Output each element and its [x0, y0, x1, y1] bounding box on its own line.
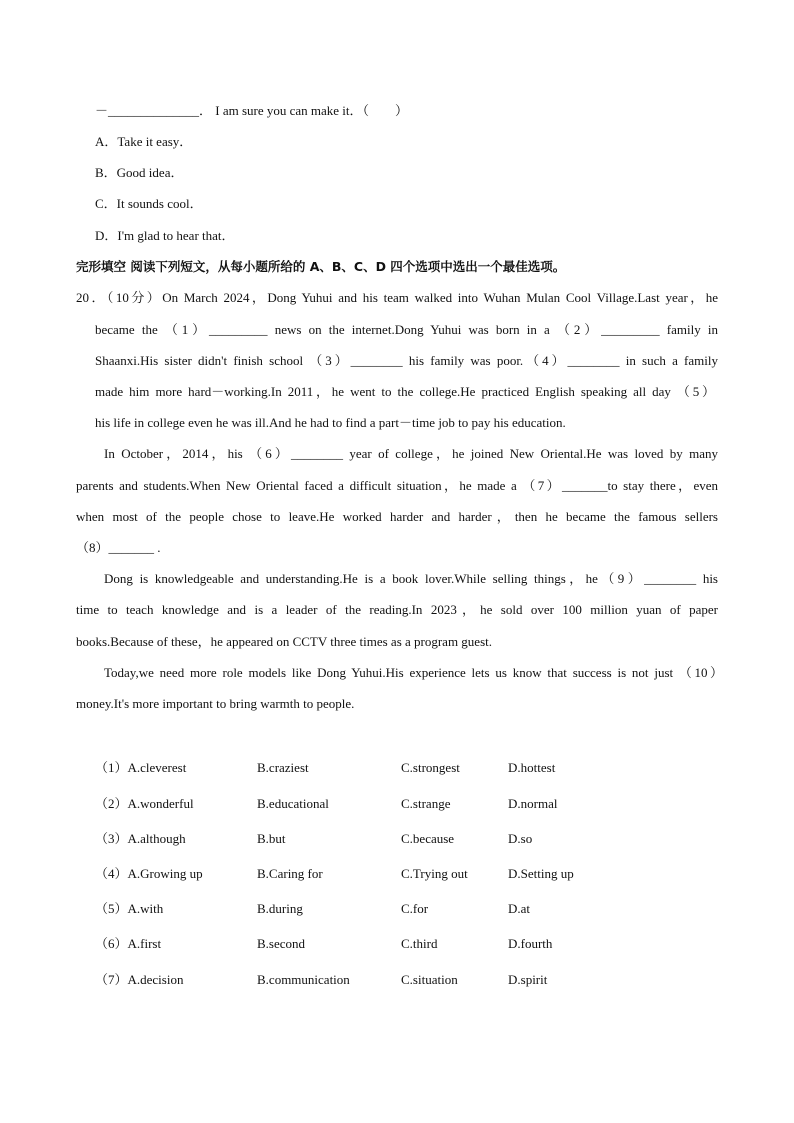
passage-line: 20．（10分）On March 2024，Dong Yuhui and his team walked into Wuhan Mulan Cool Village.Last year，he: [76, 290, 718, 305]
choice-5-c: C.for: [401, 901, 429, 916]
passage-line: parents and students.When New Oriental faced a difficult situation，he made a （7）_______to stay there，even: [76, 478, 718, 493]
passage-line: （8）_______ .: [76, 540, 161, 555]
choice-6-c: C.third: [401, 936, 438, 951]
choice-4-b: B.Caring for: [257, 866, 323, 881]
passage-line: his life in college even he was ill.And he had to find a part－time job to pay his education.: [95, 415, 566, 430]
q19-stem: －______________． I am sure you can make it．（ ）: [95, 103, 409, 118]
passage-line: became the （1）_________ news on the internet.Dong Yuhui was born in a （2）_________ family in: [95, 322, 718, 337]
choice-5-a: （5）A.with: [95, 901, 164, 916]
passage-line: Today,we need more role models like Dong Yuhui.His experience lets us know that success is not just （10）: [104, 665, 723, 680]
passage-line: books.Because of these，he appeared on CCTV three times as a program guest.: [76, 634, 492, 649]
choice-5-b: B.during: [257, 901, 303, 916]
choice-7-b: B.communication: [257, 972, 350, 987]
choice-7-d: D.spirit: [508, 972, 548, 987]
choice-1-a: （1）A.cleverest: [95, 760, 187, 775]
passage-line: Dong is knowledgeable and understanding.He is a book lover.While selling things，he（9）________ his: [104, 571, 718, 586]
choice-7-c: C.situation: [401, 972, 458, 987]
q19-option-d: D．I'm glad to hear that．: [95, 228, 235, 243]
q19-option-b: B．Good idea．: [95, 165, 184, 180]
choice-4-d: D.Setting up: [508, 866, 574, 881]
choice-6-b: B.second: [257, 936, 306, 951]
choice-7-a: （7）A.decision: [95, 972, 184, 987]
choice-1-b: B.craziest: [257, 760, 309, 775]
choice-1-d: D.hottest: [508, 760, 556, 775]
choice-5-d: D.at: [508, 901, 531, 916]
choice-3-c: C.because: [401, 831, 455, 846]
choice-3-b: B.but: [257, 831, 286, 846]
choice-4-a: （4）A.Growing up: [95, 866, 203, 881]
q19-option-a: A．Take it easy．: [95, 134, 193, 149]
q19-option-c: C．It sounds cool．: [95, 196, 203, 211]
choice-3-a: （3）A.although: [95, 831, 186, 846]
passage-line: when most of the people chose to leave.He worked harder and harder，then he became the famous sellers: [76, 509, 718, 524]
choice-2-c: C.strange: [401, 796, 451, 811]
choice-2-b: B.educational: [257, 796, 329, 811]
choice-2-d: D.normal: [508, 796, 558, 811]
passage-line: money.It's more important to bring warmth to people.: [76, 696, 355, 711]
choice-3-d: D.so: [508, 831, 533, 846]
passage-line: Shaanxi.His sister didn't finish school （3）________ his family was poor.（4）________ in such a family: [95, 353, 718, 368]
choice-4-c: C.Trying out: [401, 866, 468, 881]
choice-6-a: （6）A.first: [95, 936, 162, 951]
passage-line: In October，2014，his （6）________ year of college，he joined New Oriental.He was loved by many: [104, 446, 718, 461]
section-heading: 完形填空 阅读下列短文，从每小题所给的 A、B、C、D 四个选项中选出一个最佳选项。: [76, 259, 566, 274]
passage-line: time to teach knowledge and is a leader of the reading.In 2023，he sold over 100 million yuan of paper: [76, 602, 718, 617]
choice-2-a: （2）A.wonderful: [95, 796, 194, 811]
choice-6-d: D.fourth: [508, 936, 553, 951]
passage-line: made him more hard－working.In 2011，he went to the college.He practiced English speaking all day （5）: [95, 384, 715, 399]
choice-1-c: C.strongest: [401, 760, 460, 775]
